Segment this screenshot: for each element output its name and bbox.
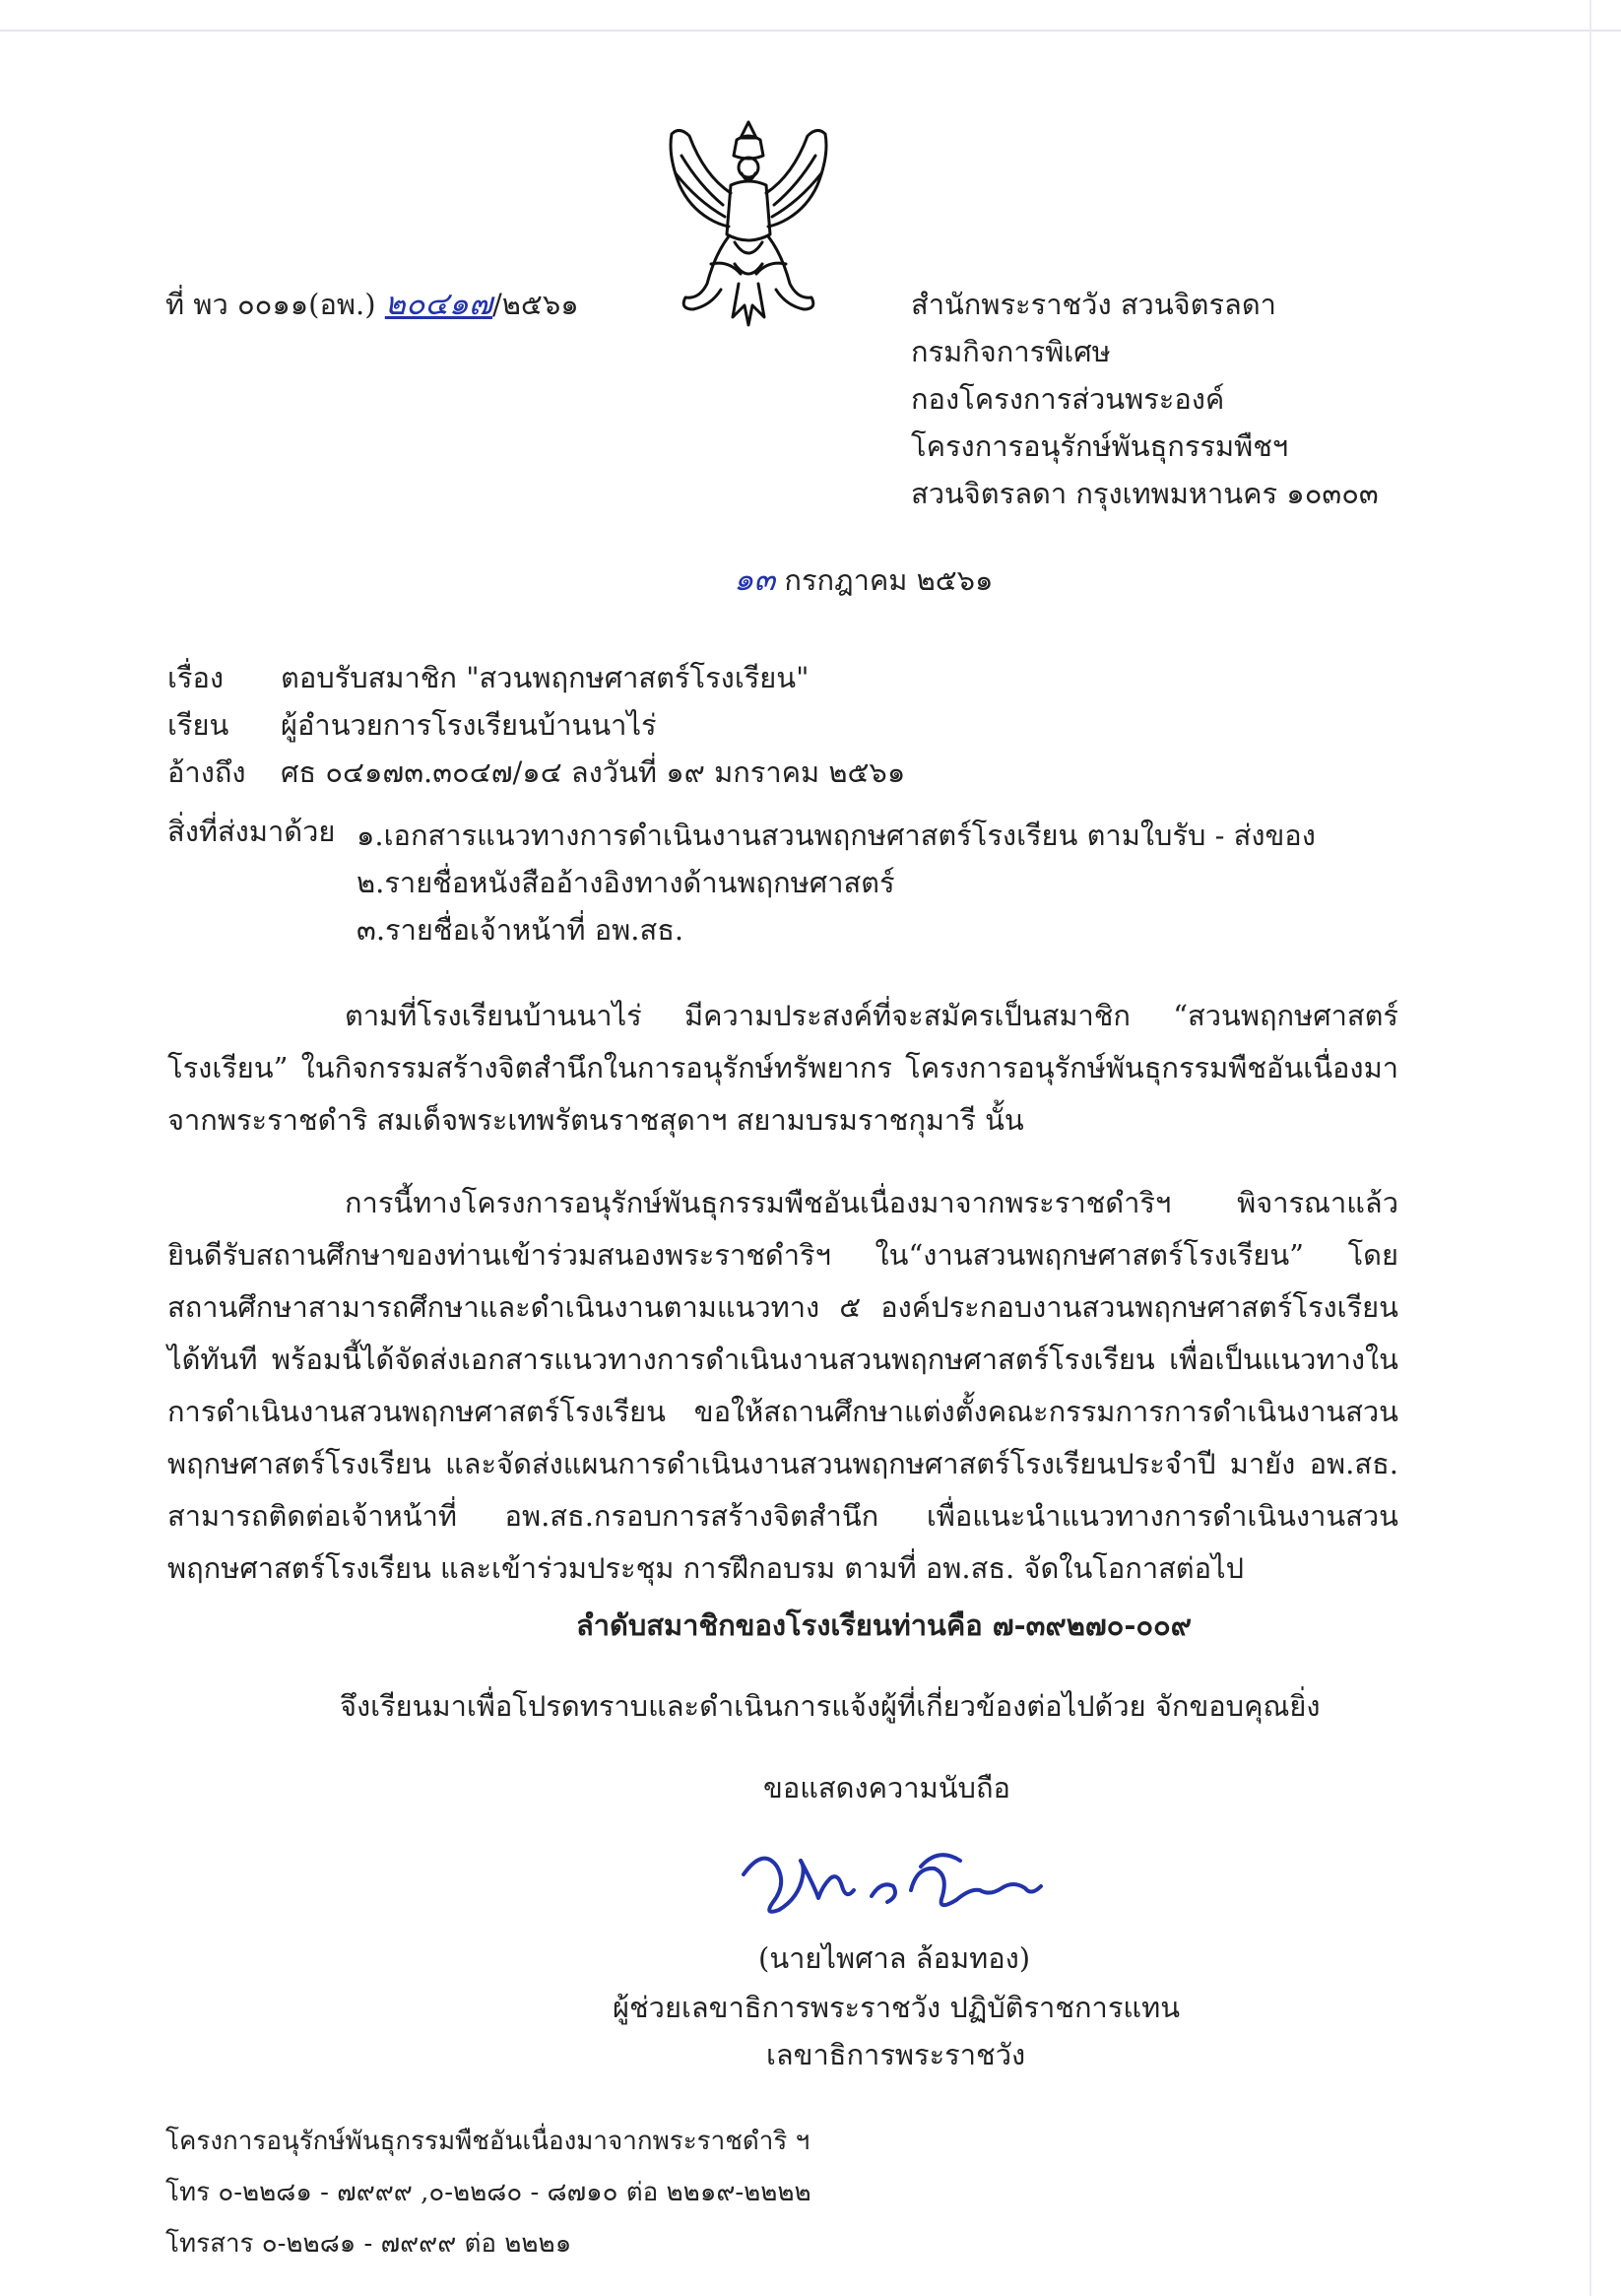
member-number-line: ลำดับสมาชิกของโรงเรียนท่านคือ ๗-๓๙๒๗๐-๐๐๙ <box>576 1608 1193 1642</box>
enclosures-list <box>357 812 1316 953</box>
page-border-right <box>1589 0 1591 2296</box>
subject-line <box>167 658 809 697</box>
reference-line <box>167 753 905 792</box>
signatory-name: (นายไพศาล ล้อมทอง) <box>758 1941 1031 1975</box>
recipient-line <box>167 705 657 745</box>
recipient-text: ผู้อำนวยการโรงเรียนบ้านนาไร่ <box>281 708 657 742</box>
enclosure-item: ๓.รายชื่อเจ้าหน้าที่ อพ.สธ. <box>357 913 684 947</box>
signatory-position-2: เลขาธิการพระราชวัง <box>766 2038 1026 2071</box>
reference-suffix: /๒๕๖๑ <box>492 288 579 321</box>
recipient-label: เรียน <box>167 708 229 742</box>
signatory-position-1: ผู้ช่วยเลขาธิการพระราชวัง ปฏิบัติราชการแทน <box>613 1991 1181 2024</box>
sender-line: กองโครงการส่วนพระองค์ <box>911 382 1225 416</box>
enclosure-item: ๒.รายชื่อหนังสืออ้างอิงทางด้านพฤกษศาสตร์ <box>357 866 895 899</box>
closing-request: จึงเรียนมาเพื่อโปรดทราบและดำเนินการแจ้งผู้ที่เกี่ยวข้องต่อไปด้วย จักขอบคุณยิ่ง <box>340 1689 1321 1723</box>
signature-image <box>724 1827 1059 1935</box>
body-paragraph-1: ตามที่โรงเรียนบ้านนาไร่ มีความประสงค์ที่จะสมัครเป็นสมาชิก “สวนพฤกษศาสตร์โรงเรียน” ในกิจกรรมสร้างจิตสำนึกในการอนุรักษ์ทรัพยากร โครงการอนุรักษ์พันธุกรรมพืชอันเนื่องมาจากพระราชดำริ สมเด็จพระเทพรัตนราชสุดาฯ สยามบรมราชกุมารี นั้น <box>167 999 1398 1137</box>
footer-fax: โทรสาร ๐-๒๒๘๑ - ๗๙๙๙ ต่อ ๒๒๒๑ <box>165 2229 572 2259</box>
sender-line: โครงการอนุรักษ์พันธุกรรมพืชฯ <box>911 429 1289 463</box>
reference-text: ศธ ๐๔๑๗๓.๓๐๔๗/๑๔ ลงวันที่ ๑๙ มกราคม ๒๕๖๑ <box>281 755 906 789</box>
letter-date <box>734 559 993 600</box>
enclosure-item: ๑.เอกสารแนวทางการดำเนินงานสวนพฤกษศาสตร์โรงเรียน ตามใบรับ - ส่งของ <box>357 819 1316 852</box>
reference-prefix: ที่ พว ๐๐๑๑(อพ.) <box>165 288 376 321</box>
footer-org: โครงการอนุรักษ์พันธุกรรมพืชอันเนื่องมาจากพระราชดำริ ฯ <box>165 2127 810 2156</box>
page-border-top <box>0 30 1621 32</box>
sender-line: สวนจิตรลดา กรุงเทพมหานคร ๑๐๓๐๓ <box>911 477 1379 510</box>
reference-handwritten-number: ๒๐๔๑๗ <box>384 285 492 322</box>
sender-address <box>911 281 1379 517</box>
reference-label: อ้างถึง <box>167 755 246 789</box>
sender-line: สำนักพระราชวัง สวนจิตรลดา <box>911 288 1276 321</box>
footer-contact <box>165 2116 811 2269</box>
body-paragraph-2: การนี้ทางโครงการอนุรักษ์พันธุกรรมพืชอันเนื่องมาจากพระราชดำริฯ พิจารณาแล้ว ยินดีรับสถานศึกษาของท่านเข้าร่วมสนองพระราชดำริฯ ใน“งานสวนพฤกษศาสตร์โรงเรียน” โดยสถานศึกษาสามารถศึกษาและดำเนินงานตามแนวทาง ๕ องค์ประกอบงานสวนพฤกษศาสตร์โรงเรียนได้ทันที พร้อมนี้ได้จัดส่งเอกสารแนวทางการดำเนินงานสวนพฤกษศาสตร์โรงเรียน เพื่อเป็นแนวทางในการดำเนินงานสวนพฤกษศาสตร์โรงเรียน ขอให้สถานศึกษาแต่งตั้งคณะกรรมการการดำเนินงานสวนพฤกษศาสตร์โรงเรียน และจัดส่งแผนการดำเนินงานสวนพฤกษศาสตร์โรงเรียนประจำปี มายัง อพ.สธ. สามารถติดต่อเจ้าหน้าที่ อพ.สธ.กรอบการสร้างจิตสำนึก เพื่อแนะนำแนวทางการดำเนินงานสวนพฤกษศาสตร์โรงเรียน และเข้าร่วมประชุม การฝึกอบรม ตามที่ อพ.สธ. จัดในโอกาสต่อไป <box>167 1186 1398 1585</box>
reference-number <box>165 284 579 324</box>
garuda-emblem-icon <box>650 116 847 338</box>
date-month-year: กรกฎาคม ๒๕๖๑ <box>784 563 994 597</box>
enclosures-label: สิ่งที่ส่งมาด้วย <box>167 815 336 848</box>
footer-phone: โทร ๐-๒๒๘๑ - ๗๙๙๙ ,๐-๒๒๘๐ - ๘๗๑๐ ต่อ ๒๒๑๙-๒๒๒๒ <box>165 2178 811 2207</box>
salutation: ขอแสดงความนับถือ <box>763 1771 1010 1804</box>
date-day-handwritten: ๑๓ <box>734 560 776 598</box>
subject-label: เรื่อง <box>167 661 225 694</box>
subject-text: ตอบรับสมาชิก "สวนพฤกษศาสตร์โรงเรียน" <box>281 661 810 694</box>
sender-line: กรมกิจการพิเศษ <box>911 335 1111 368</box>
